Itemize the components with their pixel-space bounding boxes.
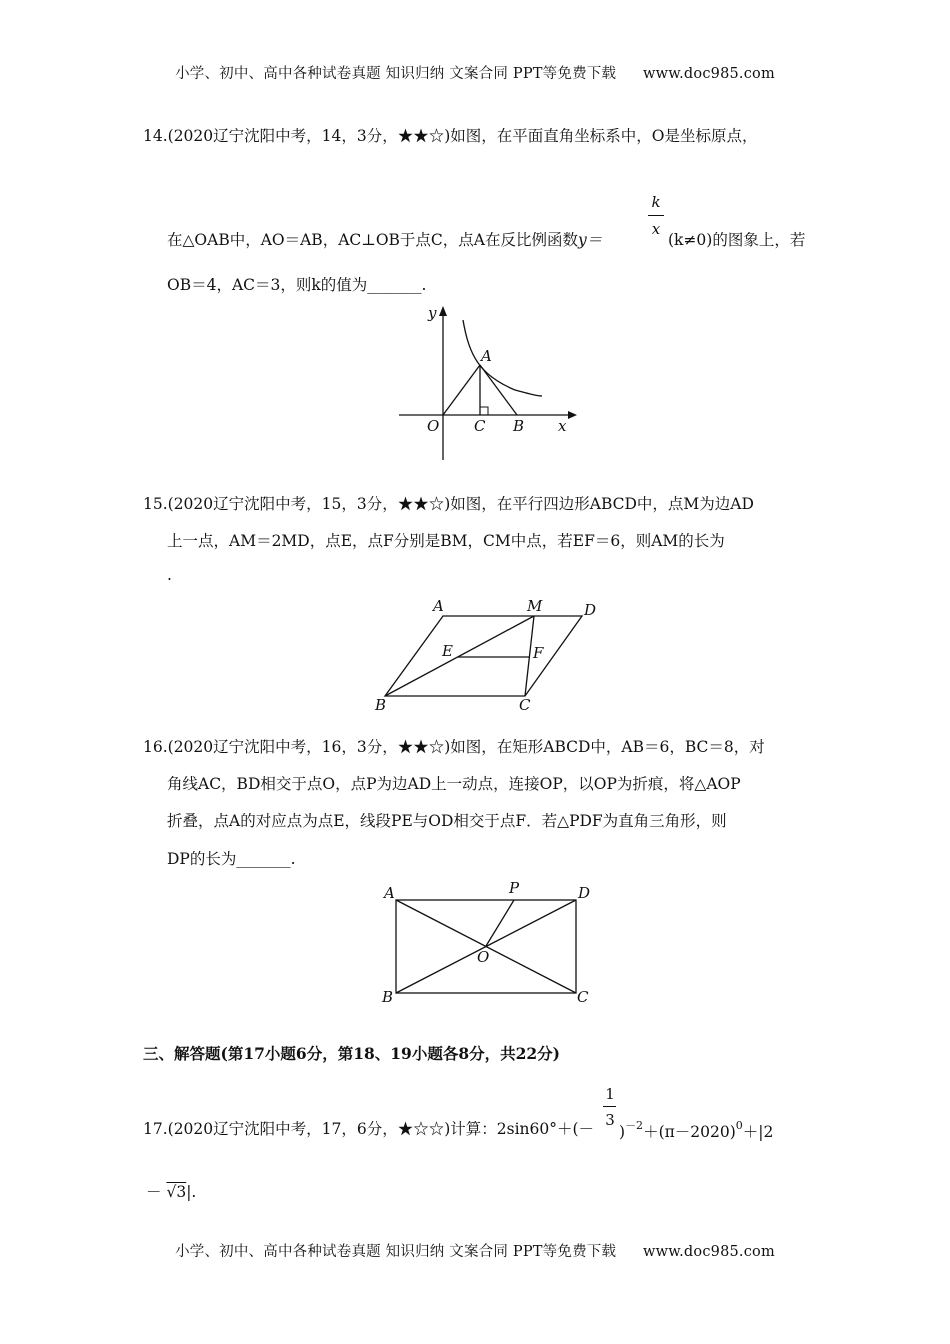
q14-line2-b: (k≠0)的图象上，若 [668,231,806,249]
q16-fig-label-P: P [509,879,520,897]
page-footer [0,1240,950,1261]
q14-frac-numerator: k [651,193,661,211]
q14-figure [395,300,580,465]
q16-line1: 16.(2020辽宁沈阳中考，16，3分，★★☆)如图，在矩形ABCD中，AB＝6，BC＝8，对 [143,738,765,756]
q14-line3: OB＝4，AC＝3，则k的值为_______. [167,276,427,294]
q15-fig-label-A: A [433,597,444,615]
q15-fig-label-F: F [533,644,544,662]
q15-figure [370,594,605,719]
q17-line1-rest [619,1117,773,1142]
q14-line2-a: 在△OAB中，AO＝AB，AC⊥OB于点C，点A在反比例函数 [167,231,578,249]
q14-fig-label-B: B [513,417,525,435]
q16-fig-label-B: B [382,988,394,1006]
q14-fig-label-O: O [427,417,440,435]
header-url[interactable]: www.doc985.com [642,66,775,82]
q17-line1-prefix: 17.(2020辽宁沈阳中考，17，6分，★☆☆)计算：2sin60°＋(－ [143,1120,595,1138]
q17-frac-numerator: 1 [605,1085,615,1103]
q16-fig-label-A: A [384,884,395,902]
q15-fig-label-D: D [584,601,597,619]
q16-line4: DP的长为_______. [167,850,296,868]
footer-text: 小学、初中、高中各种试卷真题 知识归纳 文案合同 PPT等免费下载 [175,1244,617,1260]
q14-fig-label-C: C [474,417,486,435]
q17-line2-end: |. [186,1183,197,1201]
q15-fig-label-M: M [527,597,543,615]
q15-line1: 15.(2020辽宁沈阳中考，15，3分，★★☆)如图，在平行四边形ABCD中，点M为边AD [143,495,754,513]
q16-line3: 折叠，点A的对应点为点E，线段PE与OD相交于点F．若△PDF为直角三角形，则 [167,812,727,830]
q17-exponent-2: 0 [735,1119,743,1132]
q17-close-paren: ) [619,1123,626,1141]
page-header [0,62,950,83]
q15-fig-label-B: B [375,696,387,714]
q17-mid: ＋(π－2020) [643,1123,736,1141]
q15-line3: . [167,566,172,584]
q14-frac-denominator: x [651,220,661,238]
q16-fig-label-D: D [578,884,591,902]
q14-fig-label-y: y [428,304,437,322]
footer-url[interactable]: www.doc985.com [642,1244,775,1260]
q16-figure [378,878,598,1008]
q14-line1: 14.(2020辽宁沈阳中考，14，3分，★★☆)如图，在平面直角坐标系中，O是坐标原点， [143,127,758,145]
q17-sqrt: √3 [166,1183,187,1201]
q14-fig-label-A: A [481,347,492,365]
q16-fig-label-C: C [577,988,589,1006]
q14-fig-label-x: x [558,417,567,435]
q17-tail: ＋|2 [742,1123,774,1141]
q15-fig-label-C: C [519,696,531,714]
q14-y-eq: y＝ [577,231,603,249]
q17-line2 [146,1180,196,1202]
q17-line2-minus: － [146,1183,162,1201]
q17-frac-bar [603,1106,616,1107]
q17-frac-denominator: 3 [605,1111,615,1129]
q16-line2: 角线AC，BD相交于点O，点P为边AD上一动点，连接OP，以OP为折痕，将△AOP [167,775,741,793]
q14-line2 [167,228,602,250]
section3-title: 三、解答题(第17小题6分，第18、19小题各8分，共22分) [143,1044,561,1063]
q15-line2: 上一点，AM＝2MD，点E，点F分别是BM，CM中点，若EF＝6，则AM的长为 [167,532,725,550]
q14-frac-bar [648,215,664,216]
q17-exponent-1: －2 [625,1119,644,1132]
q15-fig-label-E: E [442,642,453,660]
q16-fig-label-O: O [477,948,490,966]
header-text: 小学、初中、高中各种试卷真题 知识归纳 文案合同 PPT等免费下载 [175,66,617,82]
